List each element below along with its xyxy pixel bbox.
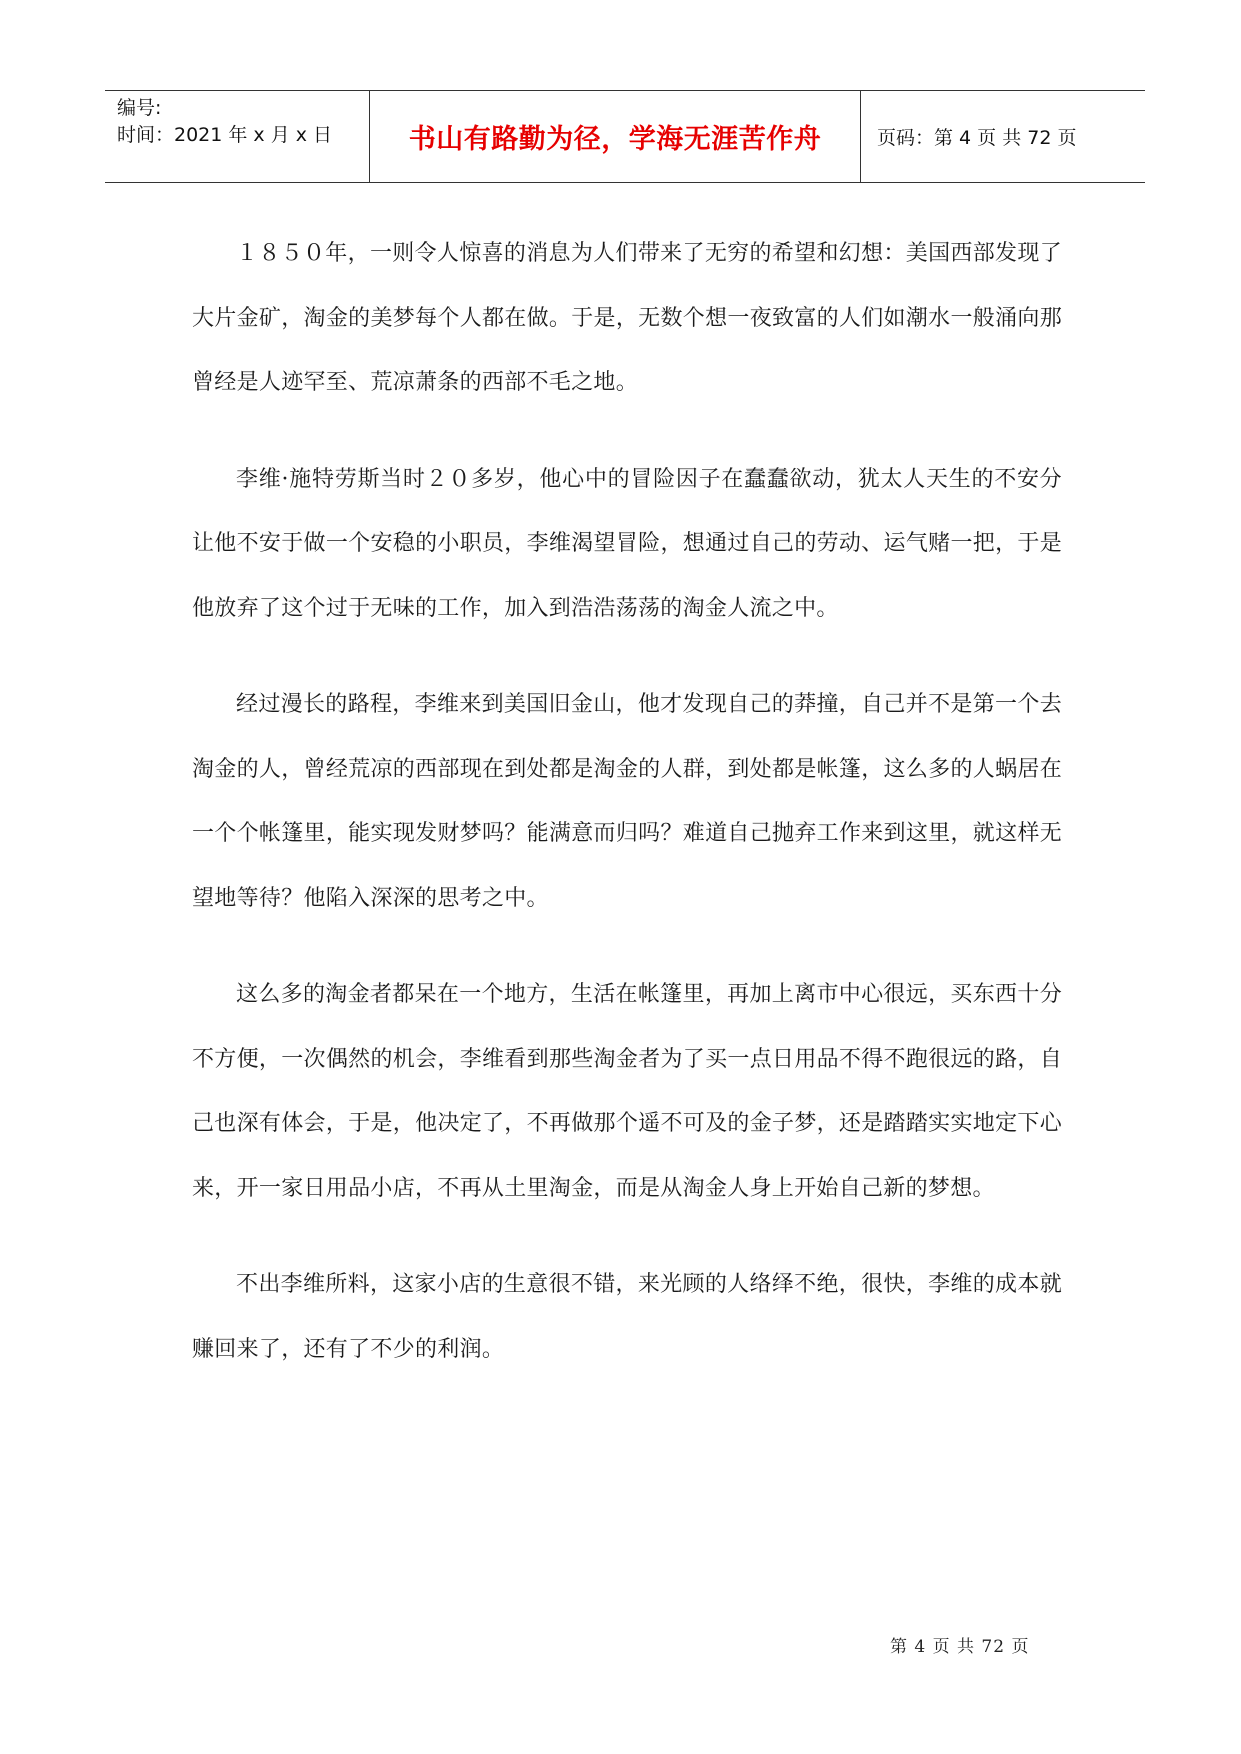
paragraph: 不出李维所料，这家小店的生意很不错，来光顾的人络绎不绝，很快，李维的成本就赚回来了，还有了不少的利润。 <box>192 1272 1062 1362</box>
document-body <box>192 222 1062 1414</box>
paragraph: 这么多的淘金者都呆在一个地方，生活在帐篷里，再加上离市中心很远，买东西十分不方便，一次偶然的机会，李维看到那些淘金者为了买一点日用品不得不跑很远的路，自己也深有体会，于是，他决定了，不再做那个遥不可及的金子梦，还是踏踏实实地定下心来，开一家日用品小店，不再从土里淘金，而是从淘金人身上开始自己新的梦想。 <box>192 982 1062 1201</box>
document-number-label: 编号: <box>117 97 162 119</box>
page-header <box>105 90 1145 183</box>
paragraph: １８５０年，一则令人惊喜的消息为人们带来了无穷的希望和幻想：美国西部发现了大片金矿，淘金的美梦每个人都在做。于是，无数个想一夜致富的人们如潮水一般涌向那曾经是人迹罕至、荒凉萧条的西部不毛之地。 <box>192 241 1062 395</box>
paragraph: 经过漫长的路程，李维来到美国旧金山，他才发现自己的莽撞，自己并不是第一个去淘金的人，曾经荒凉的西部现在到处都是淘金的人群，到处都是帐篷，这么多的人蜗居在一个个帐篷里，能实现发财梦吗？能满意而归吗？难道自己抛弃工作来到这里，就这样无望地等待？他陷入深深的思考之中。 <box>192 692 1062 911</box>
header-page-code: 页码：第 4 页 共 72 页 <box>877 127 1077 149</box>
motto-text: 书山有路勤为径，学海无涯苦作舟 <box>408 124 822 155</box>
header-meta <box>105 91 370 182</box>
document-date: 时间：2021 年 x 月 x 日 <box>117 124 333 146</box>
page-footer: 第 4 页 共 72 页 <box>890 1637 1030 1657</box>
header-motto-cell <box>370 91 861 182</box>
paragraph: 李维·施特劳斯当时２０多岁，他心中的冒险因子在蠢蠢欲动，犹太人天生的不安分让他不安于做一个安稳的小职员，李维渴望冒险，想通过自己的劳动、运气赌一把，于是他放弃了这个过于无味的工作，加入到浩浩荡荡的淘金人流之中。 <box>192 466 1062 621</box>
